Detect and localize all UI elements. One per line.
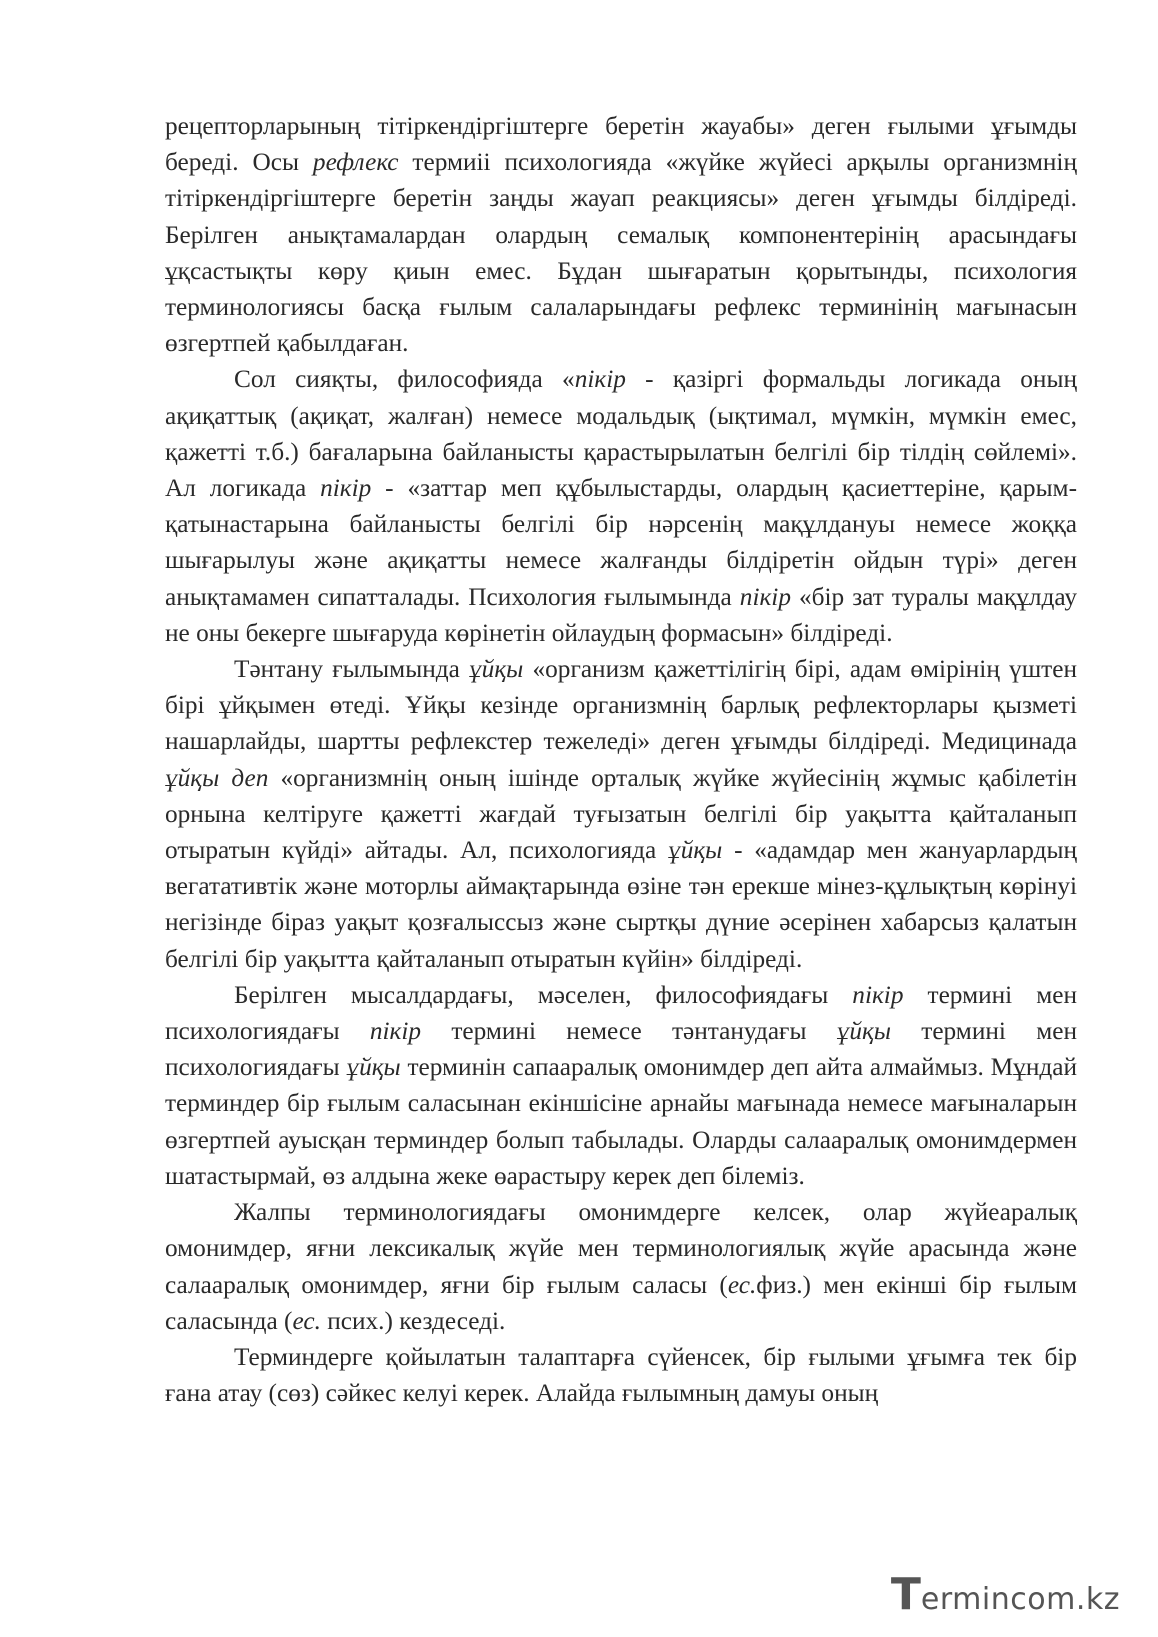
italic-term: пікір <box>852 980 904 1009</box>
text-run: термині немесе тәнтанудағы <box>421 1017 837 1046</box>
paragraph <box>165 1339 1077 1411</box>
paragraph <box>165 977 1077 1194</box>
italic-term: ес. <box>727 1270 757 1299</box>
logo-initial: T <box>890 1569 921 1620</box>
termincom-logo <box>890 1569 1120 1620</box>
italic-term: ұйқы <box>668 836 723 865</box>
text-run: термиіі психологияда «жүйке жүйесі арқылы организмнің тітіркендіргіштерге беретін заңды жауап реакциясы» деген ұғымды білдіреді. Берілген анықтамалардан олардың семалық компонентерінің арасындағы ұқсастықты көру қиын емес. Бұдан шығаратын қорытынды, психология терминологиясы басқа ғылым салаларындағы рефлекс терминінің мағынасын өзгертпей қабылдаған. <box>165 148 1077 358</box>
document-body <box>165 108 1077 1411</box>
paragraph <box>165 108 1077 361</box>
text-run: - қазіргі формальды логикада оның ақиқаттық (ақиқат, жалған) немесе модальдық (ықтимал, мүмкін, мүмкін емес, қажетті т.б.) бағаларына байланысты қарастырылатын белгілі бір тілдің сөйлемі». Ал логикада <box>165 365 1077 503</box>
logo-text: ermincom.kz <box>920 1582 1120 1617</box>
italic-term: пікір <box>739 582 791 611</box>
text-run: Жалпы терминологиядағы омонимдерге келсек, олар жүйеаралық омонимдер, яғни лексикалық жүйе мен терминологиялық жүйе арасында және салааралық омонимдер, яғни бір ғылым саласы ( <box>165 1198 1077 1299</box>
italic-term: рефлекс <box>312 148 399 177</box>
italic-term: пікір <box>369 1017 422 1046</box>
italic-term: пікір <box>574 365 626 394</box>
text-run: «организм қажеттілігің бірі, адам өмірінің үштен бірі ұйқымен өтеді. Ұйқы кезінде организмнің барлық рефлекторлары қызметі нашарлайды, шартты рефлекстер тежеледі» деген ұғымды білдіреді. Медицинада <box>165 655 1078 756</box>
paragraph <box>165 361 1077 651</box>
text-run: Терминдерге қойылатын талаптарға сүйенсек, бір ғылыми ұғымға тек бір ғана атау (сөз) сәйкес келуі керек. Алайда ғылымның дамуы оның <box>165 1342 1077 1408</box>
text-run: Тәнтану ғылымында <box>234 655 470 684</box>
text-run: псих.) кездеседі. <box>320 1306 506 1335</box>
text-run: терминін сапааралық омонимдер деп айта алмаймыз. Мұндай терминдер бір ғылым саласынан екіншісіне арнайы мағынада немесе мағыналарын өзгертпей ауысқан терминдер болып табылады. Оларды салааралық омонимдермен шатастырмай, өз алдына жеке өарастыру керек деп білеміз. <box>165 1053 1077 1190</box>
italic-term: ес. <box>292 1306 321 1335</box>
text-run: «организмнің оның ішінде орталық жүйке жүйесінің жұмыс қабілетін орнына келтіруге қажетті жағдай туғызатын белгілі бір уақытта қайталанып отыратын күйді» айтады. Ал, психологияда <box>165 763 1077 865</box>
italic-term: пікір <box>320 474 372 503</box>
text-run: «бір зат туралы мақұлдау не оны бекерге шығаруда көрінетін ойлаудың формасын» білдіреді. <box>165 582 1078 647</box>
text-run: Берілген мысалдардағы, мәселен, философиядағы <box>234 980 853 1009</box>
italic-term: ұйқы <box>469 655 524 684</box>
italic-term: ұйқы <box>836 1017 891 1046</box>
text-run: Сол сияқты, философияда « <box>234 365 575 394</box>
italic-term: ұйқы деп <box>165 763 269 792</box>
paragraph <box>165 1194 1077 1339</box>
text-run: - «адамдар мен жануарлардың вегатативтік және моторлы аймақтарында өзіне тән ерекше мінез-құлықтың көрінуі негізінде біраз уақыт қозғалыссыз және сыртқы дүние әсерінен хабарсыз қалатын белгілі бір уақытта қайталанып отыратын күйін» білдіреді. <box>165 836 1077 973</box>
text-run: - «заттар меп құбылыстарды, олардың қасиеттеріне, қарым-қатынастарына байланысты белгілі бір нәрсенің мақұлдануы немесе жоққа шығарылуы және ақиқатты немесе жалғанды білдіретін ойдын түрі» деген анықтамамен сипатталады. Психология ғылымында <box>165 474 1077 611</box>
text-run: термині мен психологиядағы <box>165 980 1077 1046</box>
text-run: физ.) мен екінші бір ғылым саласында ( <box>165 1270 1077 1335</box>
paragraph <box>165 651 1077 977</box>
text-run: рецепторларының тітіркендіргіштерге беретін жауабы» деген ғылыми ұғымды береді. Осы <box>165 112 1077 177</box>
italic-term: ұйқы <box>346 1053 401 1082</box>
text-run: термині мен психологиядағы <box>165 1017 1077 1082</box>
